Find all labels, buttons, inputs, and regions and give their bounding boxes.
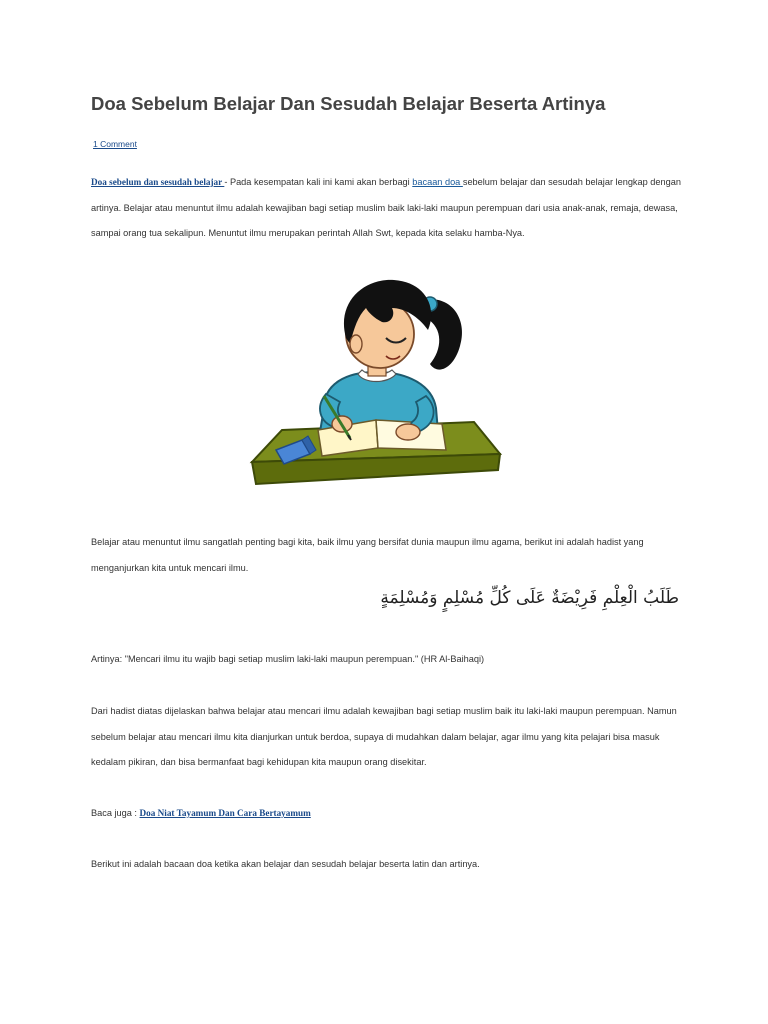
intro-paragraph <box>91 170 691 247</box>
importance-paragraph: Belajar atau menuntut ilmu sangatlah penting bagi kita, baik ilmu yang bersifat dunia maupun ilmu agama, berikut ini adalah hadist yang menganjurkan kita untuk mencari ilmu. <box>91 537 644 573</box>
doa-belajar-link[interactable]: Doa sebelum dan sesudah belajar <box>91 177 225 187</box>
doa-tayamum-link[interactable]: Doa Niat Tayamum Dan Cara Bertayamum <box>139 808 311 818</box>
explanation-paragraph: Dari hadist diatas dijelaskan bahwa belajar atau mencari ilmu adalah kewajiban bagi setiap muslim baik itu laki-laki maupun perempuan. Namun sebelum belajar atau mencari ilmu kita dianjurkan untuk berdoa, supaya di mudahkan dalam belajar, agar ilmu yang kita pelajari bisa masuk kedalam pikiran, dan bisa bermanfaat bagi kehidupan kita maupun orang disekitar. <box>91 706 677 767</box>
hadith-translation: Artinya: "Mencari ilmu itu wajib bagi setiap muslim laki-laki maupun perempuan." (HR Al-Baihaqi) <box>91 654 485 664</box>
intro-text-a: - Pada kesempatan kali ini kami akan berbagi <box>224 177 413 187</box>
closing-paragraph: Berikut ini adalah bacaan doa ketika akan belajar dan sesudah belajar beserta latin dan artinya. <box>91 859 480 869</box>
bacaan-doa-link[interactable]: bacaan doa <box>412 177 463 187</box>
article-title: Doa Sebelum Belajar Dan Sesudah Belajar Beserta Artinya <box>91 93 606 114</box>
intro-text-b: sebelum belajar dan sesudah belajar lengkap dengan artinya. Belajar atau menuntut ilmu adalah kewajiban bagi setiap muslim baik laki-laki maupun perempuan dari usia anak-anak, remaja, dewasa, sampai orang tua sekalipun. Menuntut ilmu merupakan perintah Allah Swt, kepada kita selaku hamba-Nya. <box>91 177 681 238</box>
girl-studying-illustration <box>246 272 508 494</box>
arabic-hadith-text: طَلَبُ الْعِلْمِ فَرِيْضَةٌ عَلَى كُلِّ مُسْلِمٍ وَمُسْلِمَةٍ <box>380 588 679 608</box>
baca-juga-label: Baca juga : <box>91 808 140 818</box>
comment-count-link[interactable]: 1 Comment <box>93 139 137 149</box>
baca-juga-line <box>91 801 691 827</box>
